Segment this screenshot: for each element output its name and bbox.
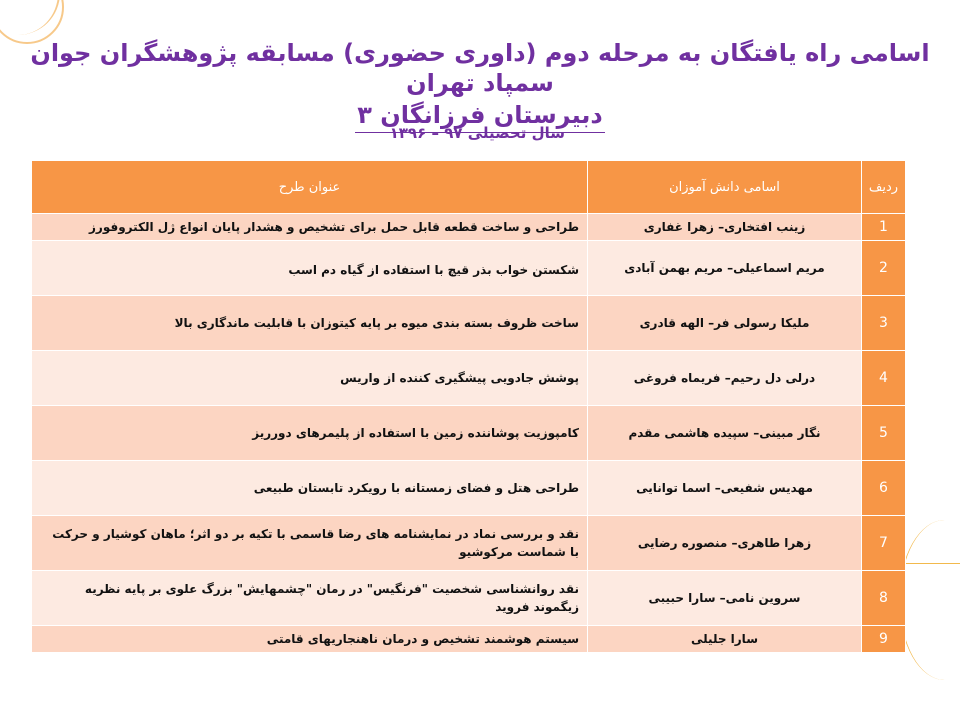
project-title: کامپوزیت پوشاننده زمین با استفاده از پلیمرهای دورریز (32, 406, 588, 461)
table-row (32, 296, 906, 351)
table-row (32, 241, 906, 296)
row-number: 1 (862, 214, 906, 241)
table-row (32, 406, 906, 461)
student-names: ملیکا رسولی فر– الهه قادری (588, 296, 862, 351)
title-line-1: اسامی راه یافتگان به مرحله دوم (داوری حضوری) مسابقه پژوهشگران جوان سمپاد تهران (30, 39, 930, 97)
project-title: نقد و بررسی نماد در نمایشنامه های رضا قاسمی با تکیه بر دو اثر؛ ماهان کوشیار و حرکت با شماست مرکوشیو (32, 516, 588, 571)
student-names: نگار مبینی– سپیده هاشمی مقدم (588, 406, 862, 461)
project-title: ساخت ظروف بسته بندی میوه بر پایه کیتوزان با قابلیت ماندگاری بالا (32, 296, 588, 351)
table-row (32, 626, 906, 653)
student-names: مریم اسماعیلی– مریم بهمن آبادی (588, 241, 862, 296)
row-number: 3 (862, 296, 906, 351)
decorative-arc (899, 520, 960, 680)
row-number: 5 (862, 406, 906, 461)
row-number: 8 (862, 571, 906, 626)
student-names: زهرا طاهری– منصوره رضایی (588, 516, 862, 571)
project-title: طراحی هتل و فضای زمستانه با رویکرد تابستان طبیعی (32, 461, 588, 516)
table-row (32, 571, 906, 626)
project-title: نقد روانشناسی شخصیت "فرنگیس" در رمان "چشمهایش" بزرگ علوی بر پایه نظریه زیگموند فروید (32, 571, 588, 626)
table-row (32, 461, 906, 516)
student-names: زینب افتخاری– زهرا غفاری (588, 214, 862, 241)
header-row-number: ردیف (862, 161, 906, 214)
academic-year-label: سال تحصیلی ۹۷ – ۱۳۹۶ (389, 124, 565, 142)
project-title: سیستم هوشمند تشخیص و درمان ناهنجاریهای قامتی (32, 626, 588, 653)
project-title: شکستن خواب بذر قیچ با استفاده از گیاه دم اسب (32, 241, 588, 296)
row-number: 4 (862, 351, 906, 406)
header-students: اسامی دانش آموزان (588, 161, 862, 214)
results-table (31, 160, 906, 653)
row-number: 9 (862, 626, 906, 653)
title-line-2: دبیرستان فرزانگان ۳ (355, 100, 604, 133)
table-row (32, 516, 906, 571)
header-project-title: عنوان طرح (32, 161, 588, 214)
row-number: 7 (862, 516, 906, 571)
table-header-row (32, 161, 906, 214)
project-title: طراحی و ساخت قطعه قابل حمل برای تشخیص و هشدار پایان انواع ژل الکتروفورز (32, 214, 588, 241)
student-names: سارا جلیلی (588, 626, 862, 653)
table-row (32, 351, 906, 406)
slide-title (0, 38, 960, 133)
row-number: 2 (862, 241, 906, 296)
student-names: مهدیس شفیعی– اسما توانایی (588, 461, 862, 516)
row-number: 6 (862, 461, 906, 516)
student-names: درلی دل رحیم– فریماه فروغی (588, 351, 862, 406)
table-row (32, 214, 906, 241)
student-names: سروین نامی– سارا حبیبی (588, 571, 862, 626)
project-title: پوشش جادویی پیشگیری کننده از واریس (32, 351, 588, 406)
